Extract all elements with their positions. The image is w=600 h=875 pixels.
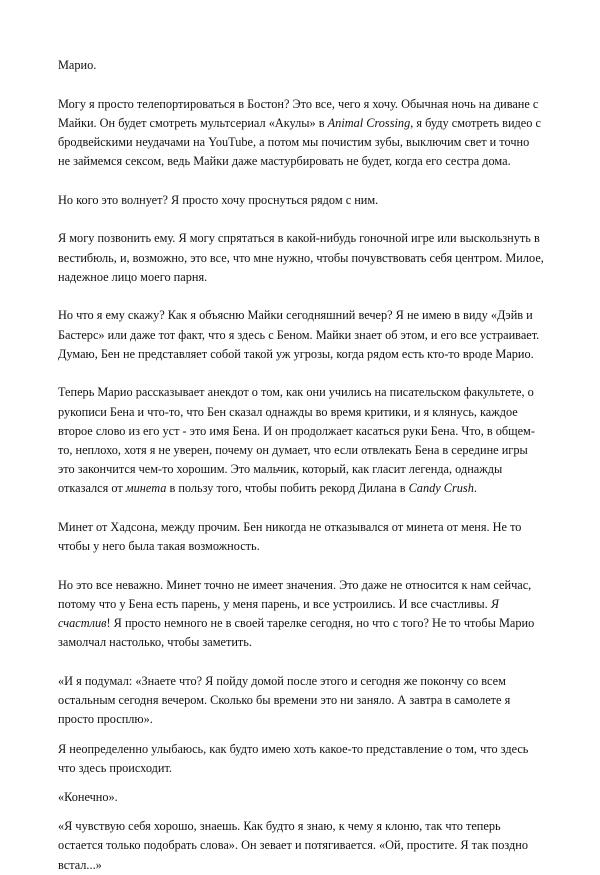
italic-title: Animal Crossing	[327, 115, 411, 130]
italic-word: минета	[125, 481, 167, 496]
paragraph-11: «Конечно».	[58, 790, 118, 805]
document-page	[58, 56, 544, 875]
italic-phrase: Я счастлив	[58, 597, 499, 631]
paragraph-5: Но что я ему скажу? Как я объясню Майки сегодняшний вечер? Я не имею в виду «Дэйв и Бастерс» или даже тот факт, что я здесь с Беном. Майки знает об этом, и его все устраивает. Думаю, Бен не представляет собой такой уж угрозы, когда рядом есть кто-то вроде Марио.	[58, 308, 540, 361]
paragraph-9: «И я подумал: «Знаете что? Я пойду домой после этого и сегодня же покончу со всем остальным сегодня вечером. Сколько бы времени это ни заняло. А завтра в самолете я просто просплю».	[58, 674, 511, 727]
paragraph-8: Но это все неважно. Минет точно не имеет значения. Это даже не относится к нам сейчас, потому что у Бена есть парень, у меня парень, и все устроились. И все счастливы. Я счастлив! Я просто немного не в своей тарелке сегодня, но что с того? Не то чтобы Марио замолчал настолько, чтобы заметить.	[58, 577, 535, 650]
paragraph-3: Но кого это волнует? Я просто хочу проснуться рядом с ним.	[58, 192, 379, 207]
paragraph-1: Марио.	[58, 58, 97, 72]
italic-title: Candy Crush	[408, 481, 474, 496]
paragraph-4: Я могу позвонить ему. Я могу спрятаться в какой-нибудь гоночной игре или выскользнуть в вестибюль, и, возможно, это все, что мне нужно, чтобы почувствовать себя центром. Милое, надежное лицо моего парня.	[58, 231, 544, 284]
paragraph-7: Минет от Хадсона, между прочим. Бен никогда не отказывался от минета от меня. Не то чтобы у него была такая возможность.	[58, 520, 522, 554]
paragraph-6: Теперь Марио рассказывает анекдот о том, как они учились на писательском факультете, о рукописи Бена и что-то, что Бен сказал однажды во время критики, и я клянусь, каждое второе слово из его уст - это имя Бена. И он продолжает касаться руки Бена. Что, в общем-то, неплохо, хотя я не уверен, почему он думает, что если отвлекать Бена в середине игры это закончится чем-то хорошим. Это мальчик, который, как гласит легенда, однажды отказался от минета в пользу того, чтобы побить рекорд Дилана в Candy Crush.	[58, 385, 535, 496]
paragraph-10: Я неопределенно улыбаюсь, как будто имею хоть какое-то представление о том, что здесь что здесь происходит.	[58, 741, 529, 775]
paragraph-2: Могу я просто телепортироваться в Бостон? Это все, чего я хочу. Обычная ночь на диване с Майки. Он будет смотреть мультсериал «Акулы» в Animal Crossing, я буду смотреть видео с бродвейскими неудачами на YouTube, а потом мы почистим зубы, выключим свет и точно не займемся сексом, ведь Майки даже мастурбировать не будет, когда его сестра дома.	[58, 96, 541, 169]
paragraph-12: «Я чувствую себя хорошо, знаешь. Как будто я знаю, к чему я клоню, так что теперь остается только подобрать слова». Он зевает и потягивается. «Ой, простите. Я так поздно встал...»	[58, 819, 529, 872]
